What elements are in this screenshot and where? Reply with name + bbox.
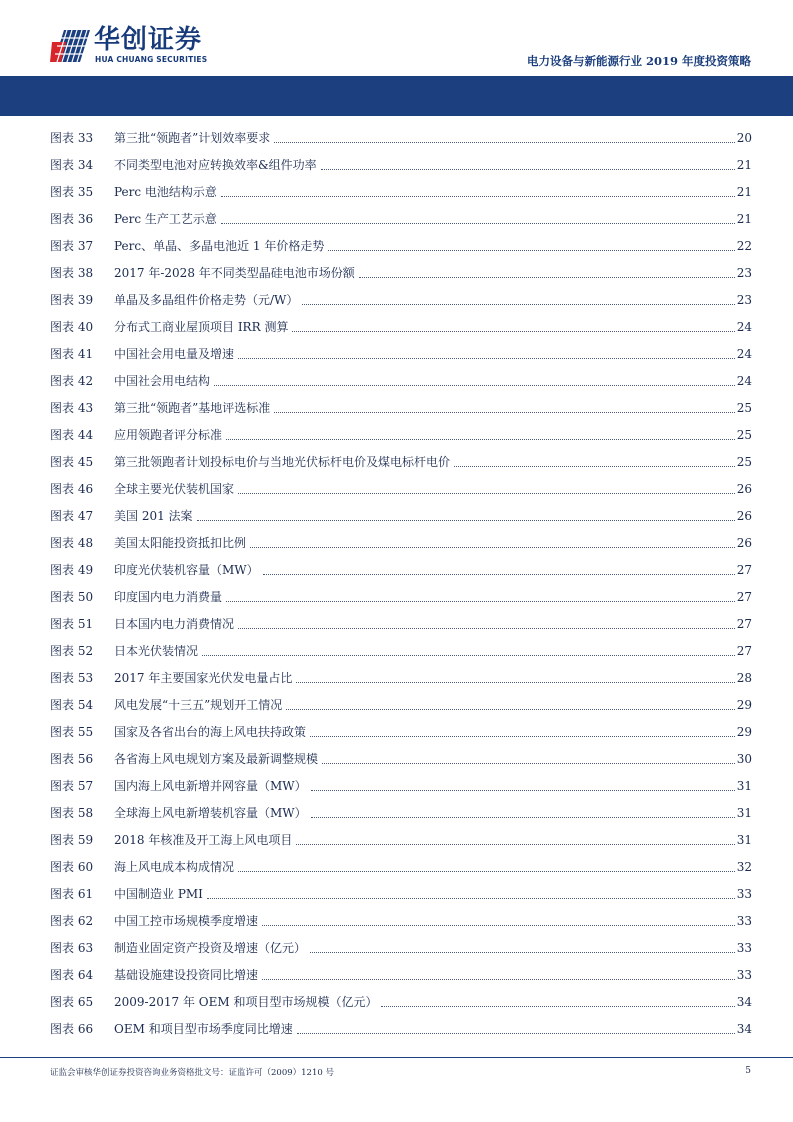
- page-number: 5: [745, 1066, 751, 1076]
- toc-figure-title: 日本国内电力消费情况: [114, 617, 235, 631]
- toc-figure-label: 图表 38: [50, 266, 94, 280]
- toc-dot-leader: [197, 520, 735, 521]
- toc-page-number: 27: [736, 643, 752, 658]
- toc-page-number: 32: [736, 859, 752, 874]
- toc-page-number: 33: [736, 886, 752, 901]
- toc-dot-leader: [221, 223, 735, 224]
- toc-figure-title: 全球主要光伏装机国家: [114, 482, 235, 496]
- toc-page-number: 27: [736, 562, 752, 577]
- toc-figure-title: 风电发展“十三五”规划开工情况: [114, 698, 283, 712]
- toc-dot-leader: [250, 547, 735, 548]
- toc-dot-leader: [274, 412, 734, 413]
- toc-dot-leader: [202, 655, 735, 656]
- toc-page-number: 31: [736, 778, 752, 793]
- toc-entry[interactable]: [50, 529, 752, 556]
- toc-page-number: 25: [736, 454, 752, 469]
- toc-figure-label: 图表 35: [50, 185, 94, 199]
- toc-figure-label: 图表 52: [50, 644, 94, 658]
- toc-figure-label: 图表 47: [50, 509, 94, 523]
- toc-figure-title: 美国太阳能投资抵扣比例: [114, 536, 247, 550]
- toc-entry[interactable]: [50, 880, 752, 907]
- toc-page-number: 25: [736, 427, 752, 442]
- toc-page-number: 24: [736, 346, 752, 361]
- toc-page-number: 33: [736, 913, 752, 928]
- toc-entry[interactable]: [50, 664, 752, 691]
- toc-entry[interactable]: [50, 961, 752, 988]
- toc-figure-label: 图表 43: [50, 401, 94, 415]
- toc-figure-title: 各省海上风电规划方案及最新调整规模: [114, 752, 319, 766]
- toc-figure-title: 2009-2017 年 OEM 和项目型市场规模（亿元）: [114, 995, 378, 1009]
- toc-dot-leader: [311, 790, 735, 791]
- toc-figure-label: 图表 59: [50, 833, 94, 847]
- toc-entry[interactable]: [50, 691, 752, 718]
- toc-entry[interactable]: [50, 259, 752, 286]
- toc-figure-label: 图表 41: [50, 347, 94, 361]
- toc-dot-leader: [454, 466, 735, 467]
- toc-entry[interactable]: [50, 178, 752, 205]
- toc-dot-leader: [296, 844, 734, 845]
- toc-entry[interactable]: [50, 853, 752, 880]
- toc-dot-leader: [238, 871, 735, 872]
- toc-figure-title: 中国社会用电量及增速: [114, 347, 235, 361]
- toc-entry[interactable]: [50, 583, 752, 610]
- report-title: 电力设备与新能源行业 2019 年度投资策略: [526, 54, 751, 68]
- toc-figure-title: 日本光伏装情况: [114, 644, 199, 658]
- header-band: [0, 76, 793, 116]
- toc-dot-leader: [381, 1006, 734, 1007]
- toc-page-number: 33: [736, 940, 752, 955]
- toc-entry[interactable]: [50, 637, 752, 664]
- toc-dot-leader: [263, 574, 735, 575]
- toc-page-number: 33: [736, 967, 752, 982]
- toc-page-number: 29: [736, 724, 752, 739]
- toc-entry[interactable]: [50, 907, 752, 934]
- toc-figure-label: 图表 65: [50, 995, 94, 1009]
- toc-page-number: 20: [736, 130, 752, 145]
- toc-dot-leader: [310, 736, 735, 737]
- toc-dot-leader: [292, 331, 734, 332]
- toc-page-number: 23: [736, 292, 752, 307]
- toc-dot-leader: [262, 979, 735, 980]
- toc-page-number: 31: [736, 805, 752, 820]
- toc-figure-label: 图表 37: [50, 239, 94, 253]
- toc-figure-title: 中国工控市场规模季度增速: [114, 914, 259, 928]
- toc-figure-title: 印度国内电力消费量: [114, 590, 223, 604]
- logo-mark-icon: [50, 28, 90, 64]
- toc-figure-label: 图表 42: [50, 374, 94, 388]
- toc-dot-leader: [238, 358, 735, 359]
- toc-dot-leader: [262, 925, 735, 926]
- toc-figure-label: 图表 57: [50, 779, 94, 793]
- toc-figure-label: 图表 34: [50, 158, 94, 172]
- toc-page-number: 25: [736, 400, 752, 415]
- toc-figure-label: 图表 51: [50, 617, 94, 631]
- toc-figure-title: 2017 年主要国家光伏发电量占比: [114, 671, 293, 685]
- toc-page-number: 24: [736, 319, 752, 334]
- toc-entry[interactable]: [50, 718, 752, 745]
- toc-page-number: 29: [736, 697, 752, 712]
- toc-page-number: 26: [736, 481, 752, 496]
- toc-figure-label: 图表 61: [50, 887, 94, 901]
- toc-entry[interactable]: [50, 988, 752, 1015]
- toc-figure-label: 图表 39: [50, 293, 94, 307]
- toc-entry[interactable]: [50, 313, 752, 340]
- toc-figure-label: 图表 60: [50, 860, 94, 874]
- company-logo: [50, 22, 240, 68]
- toc-dot-leader: [214, 385, 735, 386]
- toc-dot-leader: [297, 1033, 735, 1034]
- toc-page-number: 21: [736, 184, 752, 199]
- toc-figure-label: 图表 46: [50, 482, 94, 496]
- toc-figure-title: 印度光伏装机容量（MW）: [114, 563, 259, 577]
- toc-page-number: 26: [736, 508, 752, 523]
- toc-page-number: 22: [736, 238, 752, 253]
- toc-page-number: 23: [736, 265, 752, 280]
- toc-entry[interactable]: [50, 934, 752, 961]
- toc-figure-title: 中国制造业 PMI: [114, 887, 203, 901]
- toc-dot-leader: [359, 277, 735, 278]
- toc-dot-leader: [302, 304, 734, 305]
- toc-figure-title: 分布式工商业屋顶项目 IRR 测算: [114, 320, 289, 334]
- toc-page-number: 28: [736, 670, 752, 685]
- footer-divider: [0, 1057, 793, 1058]
- toc-page-number: 31: [736, 832, 752, 847]
- toc-figure-title: 2018 年核准及开工海上风电项目: [114, 833, 293, 847]
- toc-entry[interactable]: [50, 826, 752, 853]
- toc-entry[interactable]: [50, 475, 752, 502]
- toc-page-number: 21: [736, 211, 752, 226]
- toc-entry[interactable]: [50, 745, 752, 772]
- toc-figure-label: 图表 54: [50, 698, 94, 712]
- toc-figure-title: Perc 电池结构示意: [114, 185, 217, 199]
- toc-figure-title: 全球海上风电新增装机容量（MW）: [114, 806, 307, 820]
- toc-entry[interactable]: [50, 448, 752, 475]
- toc-figure-title: 单晶及多晶组件价格走势（元/W）: [114, 293, 299, 307]
- toc-dot-leader: [238, 493, 735, 494]
- toc-figure-title: 第三批“领跑者”基地评选标准: [114, 401, 271, 415]
- toc-figure-label: 图表 63: [50, 941, 94, 955]
- logo-english-name: HUA CHUANG SECURITIES: [95, 55, 208, 64]
- toc-page-number: 24: [736, 373, 752, 388]
- toc-figure-label: 图表 62: [50, 914, 94, 928]
- toc-entry[interactable]: [50, 340, 752, 367]
- toc-figure-title: 海上风电成本构成情况: [114, 860, 235, 874]
- toc-page-number: 34: [736, 994, 752, 1009]
- toc-dot-leader: [321, 169, 735, 170]
- toc-page-number: 27: [736, 616, 752, 631]
- toc-figure-title: 美国 201 法案: [114, 509, 193, 523]
- toc-figure-title: OEM 和项目型市场季度同比增速: [114, 1022, 293, 1036]
- toc-dot-leader: [328, 250, 734, 251]
- toc-entry[interactable]: [50, 367, 752, 394]
- toc-dot-leader: [226, 601, 735, 602]
- toc-figure-title: 国家及各省出台的海上风电扶持政策: [114, 725, 307, 739]
- toc-figure-title: 国内海上风电新增并网容量（MW）: [114, 779, 307, 793]
- toc-figure-label: 图表 36: [50, 212, 94, 226]
- toc-dot-leader: [322, 763, 735, 764]
- toc-dot-leader: [310, 952, 735, 953]
- toc-figure-title: 基础设施建设投资同比增速: [114, 968, 259, 982]
- logo-chinese-name: 华创证券: [94, 25, 203, 55]
- toc-figure-label: 图表 55: [50, 725, 94, 739]
- toc-entry[interactable]: [50, 286, 752, 313]
- toc-entry[interactable]: [50, 556, 752, 583]
- footer-disclaimer: 证监会审核华创证券投资咨询业务资格批文号：证监许可（2009）1210 号: [50, 1068, 334, 1078]
- toc-dot-leader: [286, 709, 734, 710]
- toc-page-number: 34: [736, 1021, 752, 1036]
- toc-figure-title: 第三批“领跑者”计划效率要求: [114, 131, 271, 145]
- toc-figure-label: 图表 33: [50, 131, 94, 145]
- toc-entry[interactable]: [50, 394, 752, 421]
- figure-index-list: [50, 124, 752, 1042]
- toc-figure-label: 图表 49: [50, 563, 94, 577]
- toc-figure-label: 图表 64: [50, 968, 94, 982]
- toc-figure-title: 不同类型电池对应转换效率&组件功率: [114, 158, 317, 172]
- toc-entry[interactable]: [50, 1015, 752, 1042]
- toc-page-number: 27: [736, 589, 752, 604]
- toc-entry[interactable]: [50, 205, 752, 232]
- toc-figure-label: 图表 40: [50, 320, 94, 334]
- toc-figure-label: 图表 50: [50, 590, 94, 604]
- toc-dot-leader: [207, 898, 735, 899]
- toc-entry[interactable]: [50, 610, 752, 637]
- toc-figure-title: Perc、单晶、多晶电池近 1 年价格走势: [114, 239, 325, 253]
- toc-figure-title: Perc 生产工艺示意: [114, 212, 217, 226]
- toc-figure-label: 图表 53: [50, 671, 94, 685]
- toc-entry[interactable]: [50, 421, 752, 448]
- toc-dot-leader: [274, 142, 734, 143]
- toc-page-number: 26: [736, 535, 752, 550]
- toc-entry[interactable]: [50, 232, 752, 259]
- toc-figure-title: 2017 年-2028 年不同类型晶硅电池市场份额: [114, 266, 355, 280]
- toc-entry[interactable]: [50, 124, 752, 151]
- toc-entry[interactable]: [50, 151, 752, 178]
- toc-dot-leader: [226, 439, 735, 440]
- toc-entry[interactable]: [50, 799, 752, 826]
- toc-figure-title: 中国社会用电结构: [114, 374, 211, 388]
- toc-figure-label: 图表 66: [50, 1022, 94, 1036]
- toc-figure-title: 第三批领跑者计划投标电价与当地光伏标杆电价及煤电标杆电价: [114, 455, 451, 469]
- toc-figure-label: 图表 45: [50, 455, 94, 469]
- toc-figure-label: 图表 48: [50, 536, 94, 550]
- toc-figure-label: 图表 56: [50, 752, 94, 766]
- toc-dot-leader: [296, 682, 734, 683]
- toc-figure-title: 制造业固定资产投资及增速（亿元）: [114, 941, 307, 955]
- toc-entry[interactable]: [50, 502, 752, 529]
- toc-figure-label: 图表 58: [50, 806, 94, 820]
- toc-figure-title: 应用领跑者评分标准: [114, 428, 223, 442]
- toc-page-number: 21: [736, 157, 752, 172]
- toc-dot-leader: [238, 628, 735, 629]
- toc-dot-leader: [221, 196, 735, 197]
- toc-dot-leader: [311, 817, 735, 818]
- toc-page-number: 30: [736, 751, 752, 766]
- toc-figure-label: 图表 44: [50, 428, 94, 442]
- toc-entry[interactable]: [50, 772, 752, 799]
